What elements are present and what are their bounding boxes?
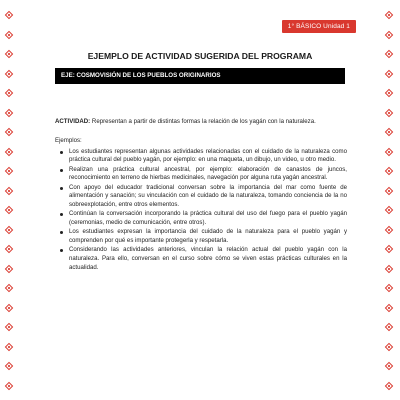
border-diamond-ornament: [5, 147, 13, 155]
border-diamond-ornament: [5, 206, 13, 214]
border-diamond-ornament: [385, 362, 393, 370]
border-diamond-ornament: [385, 284, 393, 292]
border-diamond-ornament: [385, 323, 393, 331]
border-diamond-ornament: [385, 245, 393, 253]
border-diamond-ornament: [5, 11, 13, 19]
list-item: Los estudiantes representan algunas actividades relacionadas con el cuidado de la naturaleza como práctica cultural del pueblo yagán, por ejemplo: en una maqueta, un dibujo, un video, u otro medio.: [55, 148, 347, 166]
border-diamond-ornament: [5, 323, 13, 331]
activity-text: Representan a partir de distintas formas la relación de los yagán con la naturaleza.: [90, 118, 316, 125]
border-diamond-ornament: [5, 167, 13, 175]
activity-content: [55, 118, 347, 273]
list-item: Considerando las actividades anteriores, vinculan la relación actual del pueblo yagán con la naturaleza. Para ello, conversan en el curso sobre cómo se viven estas prácticas culturales en la actualidad.: [55, 246, 347, 272]
list-item: Los estudiantes expresan la importancia del cuidado de la naturaleza para el pueblo yagán y comprenden por qué es importante protegerla y respetarla.: [55, 228, 347, 246]
border-diamond-ornament: [385, 264, 393, 272]
examples-label: Ejemplos:: [55, 136, 82, 144]
border-diamond-ornament: [5, 264, 13, 272]
border-diamond-ornament: [5, 128, 13, 136]
border-diamond-ornament: [5, 362, 13, 370]
border-diamond-ornament: [385, 69, 393, 77]
border-diamond-ornament: [5, 225, 13, 233]
axis-heading-bar: EJE: COSMOVISIÓN DE LOS PUEBLOS ORIGINARIOS: [55, 68, 345, 84]
border-diamond-ornament: [385, 147, 393, 155]
border-diamond-ornament: [385, 89, 393, 97]
border-diamond-ornament: [5, 342, 13, 350]
border-diamond-ornament: [385, 108, 393, 116]
list-item: Con apoyo del educador tradicional conversan sobre la importancia del mar como fuente de alimentación y sanación; su vinculación con el cuidado de la naturaleza, tomando conciencia de la no sobreexplotación, entre otros elementos.: [55, 184, 347, 210]
page-title: EJEMPLO DE ACTIVIDAD SUGERIDA DEL PROGRAMA: [87, 51, 313, 61]
border-diamond-ornament: [5, 108, 13, 116]
border-diamond-ornament: [385, 128, 393, 136]
right-decorative-border: [384, 6, 396, 400]
border-diamond-ornament: [5, 303, 13, 311]
border-diamond-ornament: [5, 89, 13, 97]
grade-unit-badge: 1° BÁSICO Unidad 1: [282, 20, 356, 33]
border-diamond-ornament: [385, 303, 393, 311]
list-item: Realizan una práctica cultural ancestral, por ejemplo: elaboración de canastos de juncos, reconocimiento en terreno de hierbas medicinales, navegación por alguna ruta yagán ancestral.: [55, 166, 347, 184]
activity-statement: [55, 118, 347, 127]
list-item: Continúan la conversación incorporando la práctica cultural del uso del fuego para el pueblo yagán (ceremonias, medio de comunicación, entre otros).: [55, 210, 347, 228]
left-decorative-border: [4, 6, 16, 400]
border-diamond-ornament: [385, 11, 393, 19]
border-diamond-ornament: [385, 225, 393, 233]
border-diamond-ornament: [5, 186, 13, 194]
border-diamond-ornament: [385, 186, 393, 194]
border-diamond-ornament: [385, 206, 393, 214]
border-diamond-ornament: [385, 30, 393, 38]
border-diamond-ornament: [5, 30, 13, 38]
border-diamond-ornament: [5, 245, 13, 253]
examples-list: [55, 148, 347, 273]
activity-label: ACTIVIDAD:: [55, 118, 91, 125]
border-diamond-ornament: [5, 69, 13, 77]
border-diamond-ornament: [385, 381, 393, 389]
border-diamond-ornament: [385, 342, 393, 350]
border-diamond-ornament: [5, 284, 13, 292]
border-diamond-ornament: [5, 381, 13, 389]
border-diamond-ornament: [385, 167, 393, 175]
